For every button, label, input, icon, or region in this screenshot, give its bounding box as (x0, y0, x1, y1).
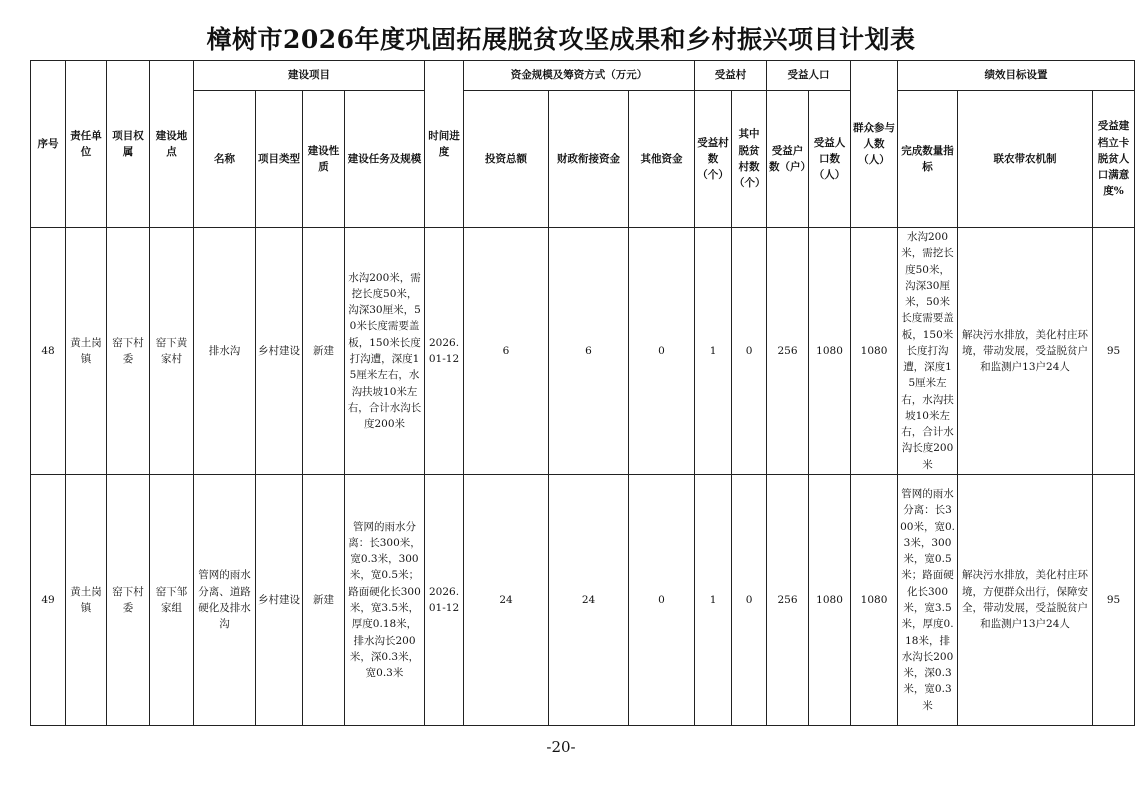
header-villages: 受益村数（个） (695, 91, 732, 228)
header-satisfaction: 受益建档立卡脱贫人口满意度% (1093, 91, 1135, 228)
header-other: 其他资金 (629, 91, 695, 228)
header-mechanism: 联农带农机制 (958, 91, 1093, 228)
cell-satisfaction: 95 (1093, 228, 1135, 475)
header-fiscal: 财政衔接资金 (549, 91, 629, 228)
cell-name: 管网的雨水分离、道路硬化及排水沟 (194, 474, 256, 725)
cell-villages: 1 (695, 474, 732, 725)
cell-fiscal: 24 (549, 474, 629, 725)
cell-fiscal: 6 (549, 228, 629, 475)
header-resp-unit: 责任单位 (66, 61, 107, 228)
header-type: 项目类型 (256, 91, 303, 228)
cell-participants: 1080 (851, 228, 898, 475)
header-total: 投资总额 (464, 91, 549, 228)
cell-task: 水沟200米，需挖长度50米，沟深30厘米，50米长度需要盖板，150米长度打沟遭，深度15厘米左右，水沟扶坡10米左右，合计水沟长度200米 (345, 228, 425, 475)
project-plan-table (30, 60, 1135, 726)
cell-households: 256 (767, 474, 809, 725)
table-row (31, 228, 1135, 475)
cell-indicator: 水沟200米，需挖长度50米，沟深30厘米，50米长度需要盖板，150米长度打沟遭，深度15厘米左右，水沟扶坡10米左右，合计水沟长度200米 (898, 228, 958, 475)
cell-villages: 1 (695, 228, 732, 475)
header-seq: 序号 (31, 61, 66, 228)
header-pop-group: 受益人口 (767, 61, 851, 91)
header-participants: 群众参与人数（人） (851, 61, 898, 228)
cell-satisfaction: 95 (1093, 474, 1135, 725)
header-row-detail (31, 91, 1135, 228)
cell-schedule: 2026.01-12 (425, 228, 464, 475)
cell-total: 6 (464, 228, 549, 475)
cell-indicator: 管网的雨水分离：长300米，宽0.3米，300米，宽0.5米；路面硬化长300米，宽3.5米，厚度0.18米，排水沟长200米，深0.3米，宽0.3米 (898, 474, 958, 725)
header-perf-group: 绩效目标设置 (898, 61, 1135, 91)
page-number: -20- (546, 738, 576, 756)
cell-participants: 1080 (851, 474, 898, 725)
cell-households: 256 (767, 228, 809, 475)
header-poor-villages: 其中脱贫村数（个） (732, 91, 767, 228)
table-row (31, 474, 1135, 725)
cell-resp-unit: 黄土岗镇 (66, 474, 107, 725)
header-schedule: 时间进度 (425, 61, 464, 228)
cell-type: 乡村建设 (256, 228, 303, 475)
header-nature: 建设性质 (303, 91, 345, 228)
page-title: 樟树市2026年度巩固拓展脱贫攻坚成果和乡村振兴项目计划表 (206, 25, 916, 54)
cell-nature: 新建 (303, 474, 345, 725)
cell-schedule: 2026.01-12 (425, 474, 464, 725)
cell-location: 窑下邹家组 (150, 474, 194, 725)
cell-other: 0 (629, 474, 695, 725)
header-fund-group: 资金规模及筹资方式（万元） (464, 61, 695, 91)
cell-seq: 49 (31, 474, 66, 725)
cell-task: 管网的雨水分离：长300米，宽0.3米，300米，宽0.5米；路面硬化长300米，宽3.5米，厚度0.18米，排水沟长200米，深0.3米，宽0.3米 (345, 474, 425, 725)
cell-nature: 新建 (303, 228, 345, 475)
header-indicator: 完成数量指标 (898, 91, 958, 228)
cell-people: 1080 (809, 228, 851, 475)
header-task: 建设任务及规模 (345, 91, 425, 228)
header-name: 名称 (194, 91, 256, 228)
cell-mechanism: 解决污水排放，美化村庄环境，方便群众出行，保障安全，带动发展，受益脱贫户和监测户13户24人 (958, 474, 1093, 725)
cell-resp-unit: 黄土岗镇 (66, 228, 107, 475)
cell-location: 窑下黄家村 (150, 228, 194, 475)
header-location: 建设地点 (150, 61, 194, 228)
cell-name: 排水沟 (194, 228, 256, 475)
header-ownership: 项目权属 (107, 61, 150, 228)
cell-ownership: 窑下村委 (107, 228, 150, 475)
header-row-group (31, 61, 1135, 91)
cell-total: 24 (464, 474, 549, 725)
header-people: 受益人口数（人） (809, 91, 851, 228)
cell-type: 乡村建设 (256, 474, 303, 725)
header-construction-group: 建设项目 (194, 61, 425, 91)
cell-people: 1080 (809, 474, 851, 725)
header-village-group: 受益村 (695, 61, 767, 91)
cell-ownership: 窑下村委 (107, 474, 150, 725)
cell-other: 0 (629, 228, 695, 475)
header-households: 受益户数（户） (767, 91, 809, 228)
cell-poor-villages: 0 (732, 474, 767, 725)
cell-poor-villages: 0 (732, 228, 767, 475)
cell-mechanism: 解决污水排放，美化村庄环境，带动发展，受益脱贫户和监测户13户24人 (958, 228, 1093, 475)
cell-seq: 48 (31, 228, 66, 475)
